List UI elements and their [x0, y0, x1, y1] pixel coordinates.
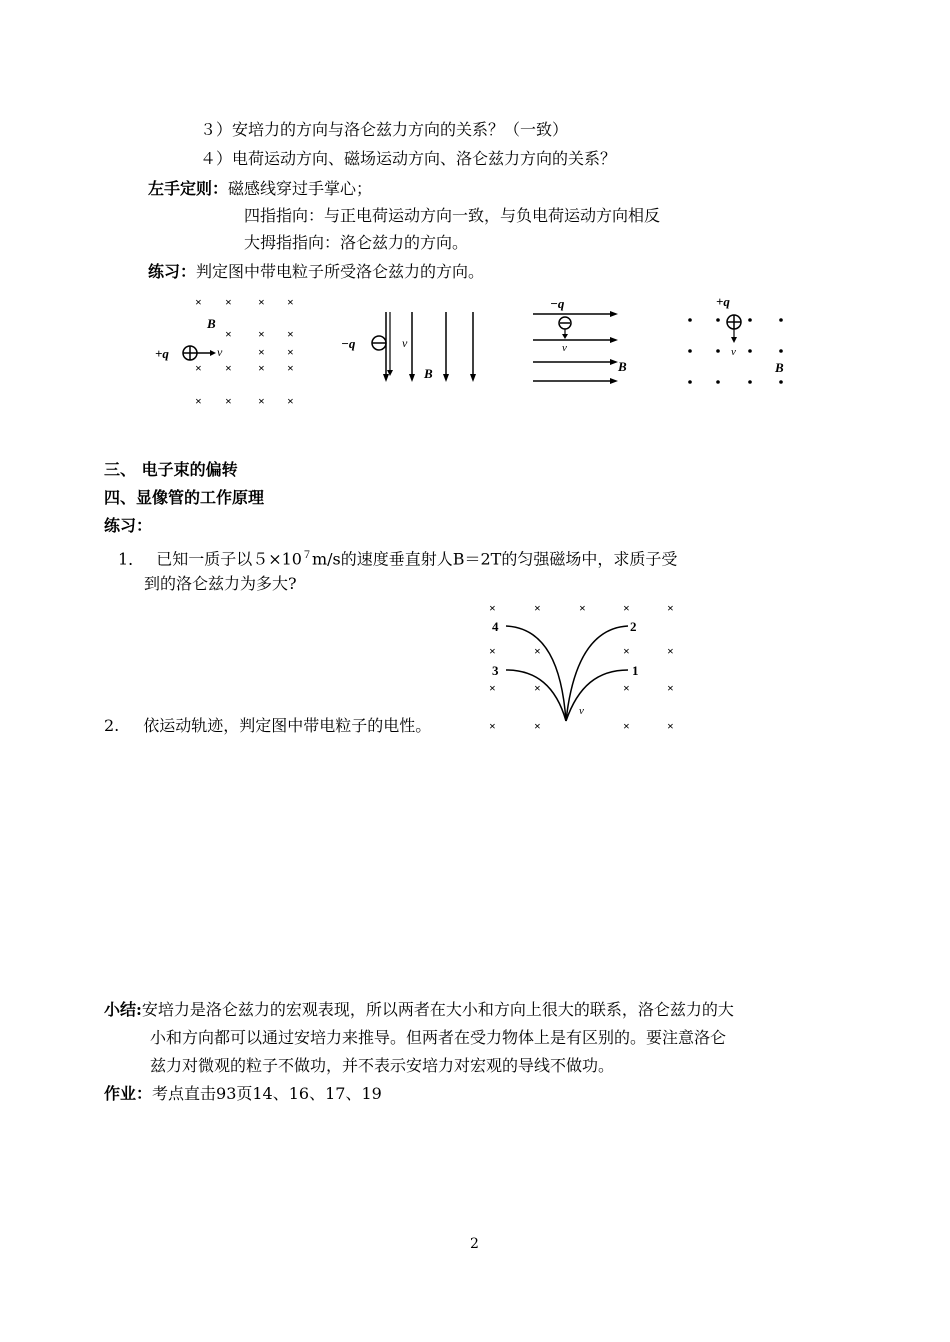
- question-3: ３）安培力的方向与洛仑兹力方向的关系？（一致）: [200, 120, 569, 139]
- svg-text:×: ×: [287, 295, 294, 309]
- svg-text:×: ×: [534, 681, 541, 695]
- svg-text:×: ×: [258, 327, 265, 341]
- trajectory-label-3: 3: [492, 663, 499, 678]
- svg-text:×: ×: [225, 394, 232, 408]
- problem-1-text-b: m/s的速度垂直射人B＝2T的匀强磁场中，求质子受: [311, 549, 678, 569]
- svg-text:×: ×: [489, 644, 496, 658]
- field-lines: [386, 312, 473, 374]
- problem-1-line2: 到的洛仑兹力为多大?: [144, 574, 297, 593]
- page-number: 2: [470, 1236, 479, 1252]
- svg-text:×: ×: [195, 361, 202, 375]
- svg-text:×: ×: [195, 394, 202, 408]
- velocity-label: v: [731, 346, 736, 358]
- svg-text:×: ×: [489, 681, 496, 695]
- svg-text:×: ×: [258, 394, 265, 408]
- left-hand-rule-line2: 四指指向：与正电荷运动方向一致，与负电荷运动方向相反: [244, 206, 661, 225]
- svg-text:×: ×: [225, 327, 232, 341]
- exercise1-text: 判定图中带电粒子所受洛仑兹力的方向。: [196, 262, 485, 281]
- trajectory-4: [506, 626, 566, 721]
- trajectory-figure: [486, 596, 686, 736]
- field-label: B: [775, 360, 784, 375]
- field-label: B: [618, 359, 627, 374]
- section-4-heading: 四、显像管的工作原理: [104, 488, 265, 507]
- svg-text:×: ×: [287, 361, 294, 375]
- problem-1-exponent: ７: [301, 550, 312, 561]
- charge-label: −q: [341, 336, 356, 351]
- svg-text:×: ×: [258, 295, 265, 309]
- svg-text:×: ×: [623, 601, 630, 615]
- homework-line: [104, 1084, 382, 1104]
- problem-1-text-a: 已知一质子以５×10: [156, 549, 302, 569]
- svg-text:×: ×: [667, 681, 674, 695]
- summary-line3: 兹力对微观的粒子不做功，并不表示安培力对宏观的导线不做功。: [150, 1056, 615, 1075]
- trajectory-label-4: 4: [492, 619, 499, 634]
- charge-label: +q: [716, 294, 730, 309]
- svg-text:×: ×: [287, 345, 294, 359]
- left-hand-rule-title: 左手定则：: [148, 179, 229, 198]
- problem-1-number: 1．: [118, 549, 145, 569]
- homework-text: 考点直击93页14、16、17、19: [152, 1084, 382, 1103]
- velocity-label: v: [217, 345, 223, 359]
- trajectory-label-1: 1: [632, 663, 639, 678]
- trajectory-1: [566, 670, 628, 721]
- charge-label: −q: [550, 296, 565, 311]
- exercise1-title: 练习：: [148, 262, 197, 281]
- section-3-heading: 三、 电子束的偏转: [104, 460, 238, 479]
- svg-text:×: ×: [287, 394, 294, 408]
- left-hand-rule-line1: [148, 179, 372, 199]
- svg-text:×: ×: [534, 719, 541, 733]
- figure-1: [150, 292, 310, 412]
- left-hand-rule-text1: 磁感线穿过手掌心；: [228, 179, 373, 198]
- svg-text:×: ×: [667, 719, 674, 733]
- velocity-label: v: [562, 342, 567, 354]
- figure-3: [530, 292, 640, 402]
- field-label: B: [207, 316, 216, 331]
- svg-text:×: ×: [623, 719, 630, 733]
- svg-text:×: ×: [667, 601, 674, 615]
- trajectory-2: [566, 626, 628, 721]
- svg-text:×: ×: [667, 644, 674, 658]
- problem-2-number: 2.: [104, 716, 120, 735]
- svg-text:×: ×: [225, 361, 232, 375]
- svg-text:×: ×: [287, 327, 294, 341]
- cross-field: [195, 295, 294, 408]
- svg-text:×: ×: [534, 601, 541, 615]
- field-label: B: [424, 366, 433, 381]
- trajectories: [506, 626, 628, 721]
- figure-2: [338, 298, 488, 403]
- exercise2-title: 练习：: [104, 516, 153, 535]
- svg-text:×: ×: [623, 644, 630, 658]
- svg-text:×: ×: [195, 295, 202, 309]
- svg-text:×: ×: [258, 361, 265, 375]
- problem-2-line: [104, 716, 431, 736]
- problem-2-text: 依运动轨迹，判定图中带电粒子的电性。: [143, 716, 432, 735]
- summary-line2: 小和方向都可以通过安培力来推导。但两者在受力物体上是有区别的。要注意洛仑: [150, 1028, 727, 1047]
- velocity-label: v: [579, 705, 584, 717]
- svg-text:×: ×: [534, 644, 541, 658]
- svg-text:×: ×: [225, 295, 232, 309]
- summary-text1: 安培力是洛仑兹力的宏观表现，所以两者在大小和方向上很大的联系，洛仑兹力的大: [141, 1000, 734, 1019]
- trajectory-3: [506, 670, 566, 721]
- velocity-label: v: [402, 336, 408, 350]
- svg-text:×: ×: [623, 681, 630, 695]
- summary-title: 小结:: [104, 1000, 142, 1019]
- trajectory-label-2: 2: [630, 619, 637, 634]
- left-hand-rule-line3: 大拇指指向：洛仑兹力的方向。: [244, 233, 469, 252]
- homework-title: 作业：: [104, 1084, 153, 1103]
- svg-text:×: ×: [258, 345, 265, 359]
- summary-line1: [104, 1000, 734, 1020]
- figure-4: [680, 292, 800, 392]
- exercise1-line: [148, 262, 484, 282]
- question-4: ４）电荷运动方向、磁场运动方向、洛仑兹力方向的关系？: [200, 149, 617, 168]
- charge-label: +q: [155, 346, 169, 361]
- problem-1-line1: [118, 546, 677, 569]
- svg-text:×: ×: [489, 719, 496, 733]
- svg-text:×: ×: [579, 601, 586, 615]
- svg-text:×: ×: [489, 601, 496, 615]
